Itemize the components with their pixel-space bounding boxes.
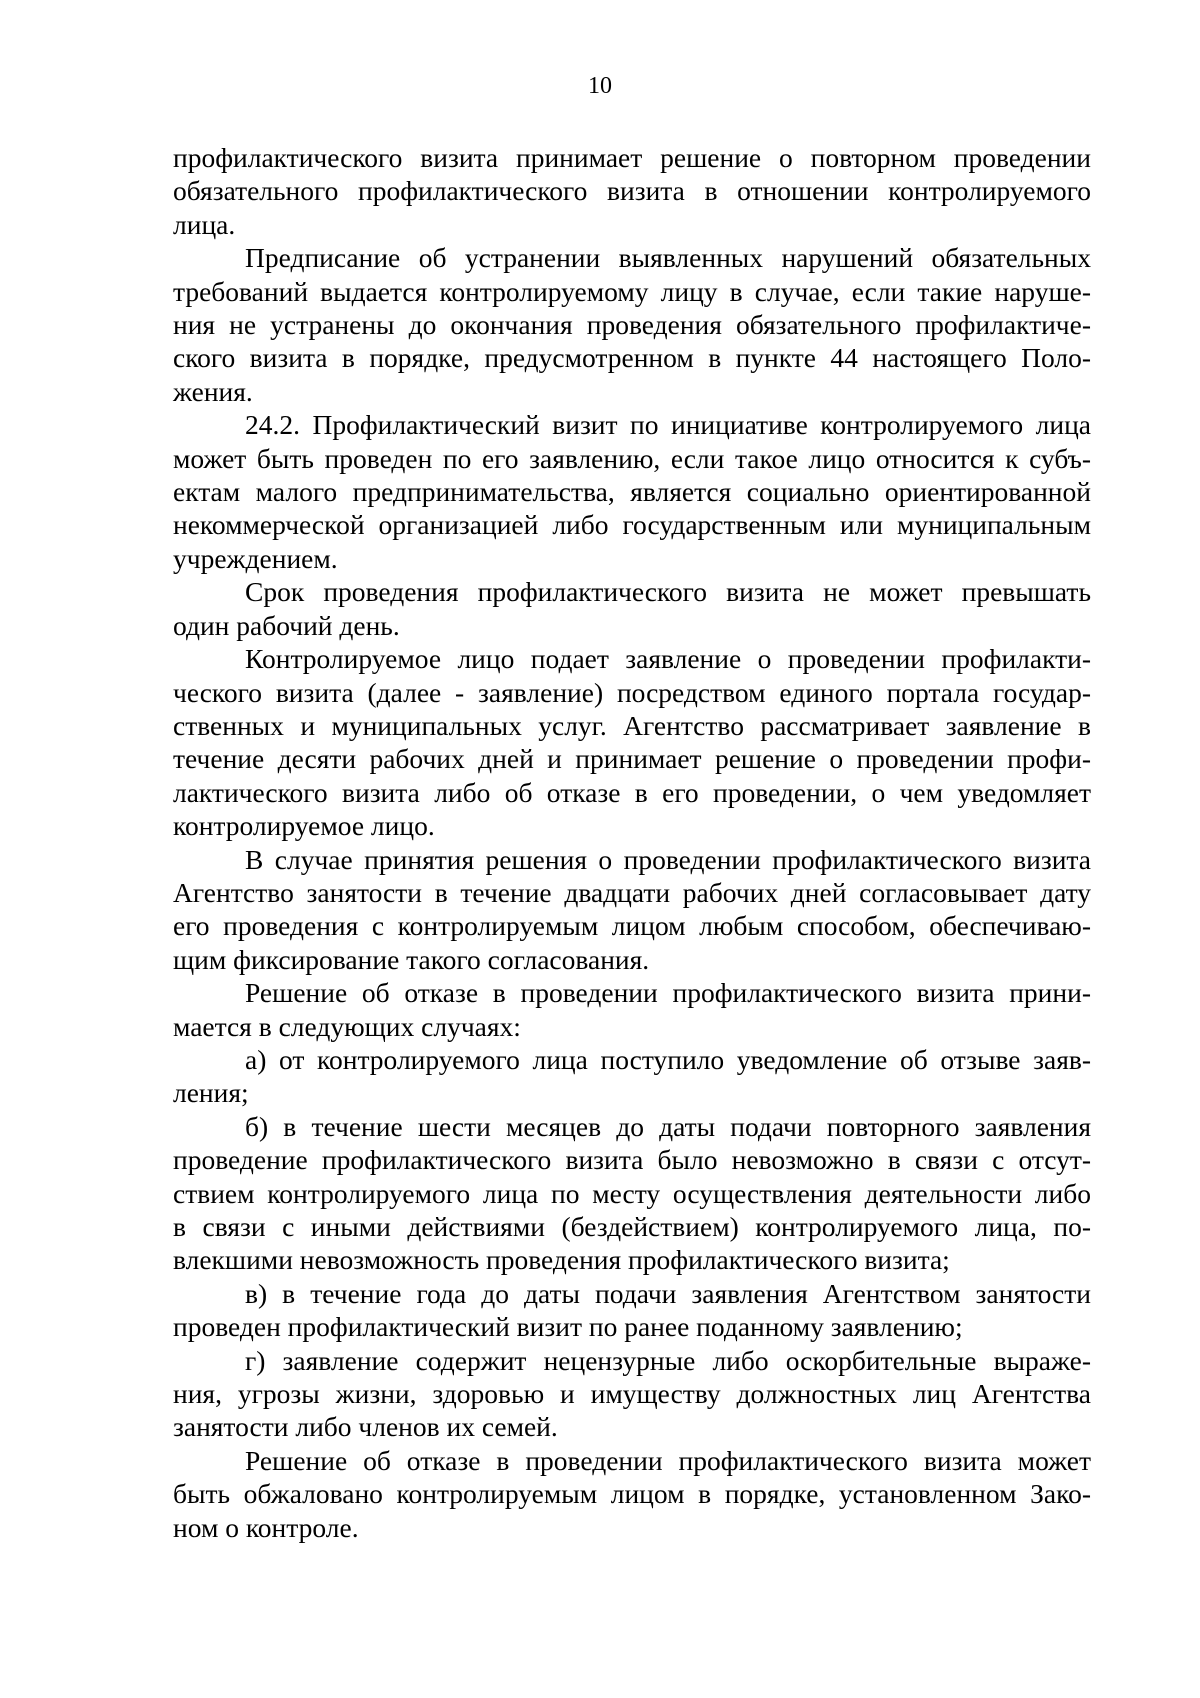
text-line: требований выдается контролируемому лицу в случае, если такие наруше- xyxy=(173,275,1091,307)
text-line: быть обжаловано контролируемым лицом в порядке, установленном Зако- xyxy=(173,1478,1091,1510)
text-line: Агентство занятости в течение двадцати рабочих дней согласовывает дату xyxy=(173,876,1091,908)
text-line: профилактического визита принимает решение о повторном проведении xyxy=(173,142,1091,173)
list-item xyxy=(173,1110,1091,1277)
text-line: обязательного профилактического визита в отношении контролируемого xyxy=(173,175,1091,207)
text-line: Контролируемое лицо подает заявление о проведении профилакти- xyxy=(245,643,1091,675)
text-line: течение десяти рабочих дней и принимает решение о проведении профи- xyxy=(173,743,1091,775)
list-item xyxy=(173,1344,1091,1444)
text-line: ческого визита (далее - заявление) посредством единого портала государ- xyxy=(173,676,1091,708)
paragraph xyxy=(173,642,1091,842)
text-line: В случае принятия решения о проведении профилактического визита xyxy=(245,843,1091,875)
text-line: в связи с иными действиями (бездействием) контролируемого лица, по- xyxy=(173,1211,1091,1242)
paragraph xyxy=(173,141,1091,241)
text-line: учреждением. xyxy=(173,542,338,574)
text-line: его проведения с контролируемым лицом любым способом, обеспечиваю- xyxy=(173,910,1091,942)
text-line: ления; xyxy=(173,1077,249,1109)
text-line: проведение профилактического визита было невозможно в связи с отсут- xyxy=(173,1144,1091,1176)
text-line: ектам малого предпринимательства, является социально ориентированной xyxy=(173,476,1091,508)
paragraph xyxy=(173,1444,1091,1544)
text-line: а) от контролируемого лица поступило уведомление об отзыве заяв- xyxy=(245,1043,1091,1075)
text-line: ственных и муниципальных услуг. Агентство рассматривает заявление в xyxy=(173,709,1091,741)
text-line: ном о контроле. xyxy=(173,1511,359,1543)
paragraph xyxy=(173,976,1091,1043)
text-line: может быть проведен по его заявлению, если такое лицо относится к субъ- xyxy=(173,442,1091,474)
text-line: Решение об отказе в проведении профилактического визита прини- xyxy=(245,977,1091,1009)
text-line: ния, угрозы жизни, здоровью и имуществу должностных лиц Агентства xyxy=(173,1378,1091,1410)
text-line: б) в течение шести месяцев до даты подачи повторного заявления xyxy=(245,1110,1091,1142)
text-line: ского визита в порядке, предусмотренном в пункте 44 настоящего Поло- xyxy=(173,342,1091,374)
text-line: Решение об отказе в проведении профилактического визита может xyxy=(245,1444,1091,1476)
paragraph xyxy=(173,241,1091,408)
text-line: лица. xyxy=(173,208,236,240)
page-number: 10 xyxy=(588,73,612,99)
text-line: один рабочий день. xyxy=(173,609,400,641)
text-line: жения. xyxy=(173,375,253,407)
text-line: в) в течение года до даты подачи заявления Агентством занятости xyxy=(245,1277,1091,1309)
text-line: некоммерческой организацией либо государственным или муниципальным xyxy=(173,509,1091,541)
paragraph xyxy=(173,843,1091,977)
text-line: Предписание об устранении выявленных нарушений обязательных xyxy=(245,242,1091,274)
paragraph xyxy=(173,408,1091,575)
list-item xyxy=(173,1277,1091,1344)
text-line: влекшими невозможность проведения профилактического визита; xyxy=(173,1244,950,1276)
text-line: щим фиксирование такого согласования. xyxy=(173,943,650,975)
text-line: лактического визита либо об отказе в его проведении, о чем уведомляет xyxy=(173,776,1091,808)
text-line: мается в следующих случаях: xyxy=(173,1010,521,1042)
body-text xyxy=(173,141,1091,1544)
text-line: ствием контролируемого лица по месту осуществления деятельности либо xyxy=(173,1177,1091,1209)
text-line: г) заявление содержит нецензурные либо оскорбительные выраже- xyxy=(245,1344,1091,1376)
text-line: проведен профилактический визит по ранее поданному заявлению; xyxy=(173,1311,963,1343)
text-line: занятости либо членов их семей. xyxy=(173,1411,558,1443)
text-line: 24.2. Профилактический визит по инициативе контролируемого лица xyxy=(245,409,1091,441)
list-item xyxy=(173,1043,1091,1110)
text-line: ния не устранены до окончания проведения обязательного профилактиче- xyxy=(173,309,1091,341)
text-line: Срок проведения профилактического визита не может превышать xyxy=(245,576,1091,608)
paragraph xyxy=(173,575,1091,642)
text-line: контролируемое лицо. xyxy=(173,810,435,842)
